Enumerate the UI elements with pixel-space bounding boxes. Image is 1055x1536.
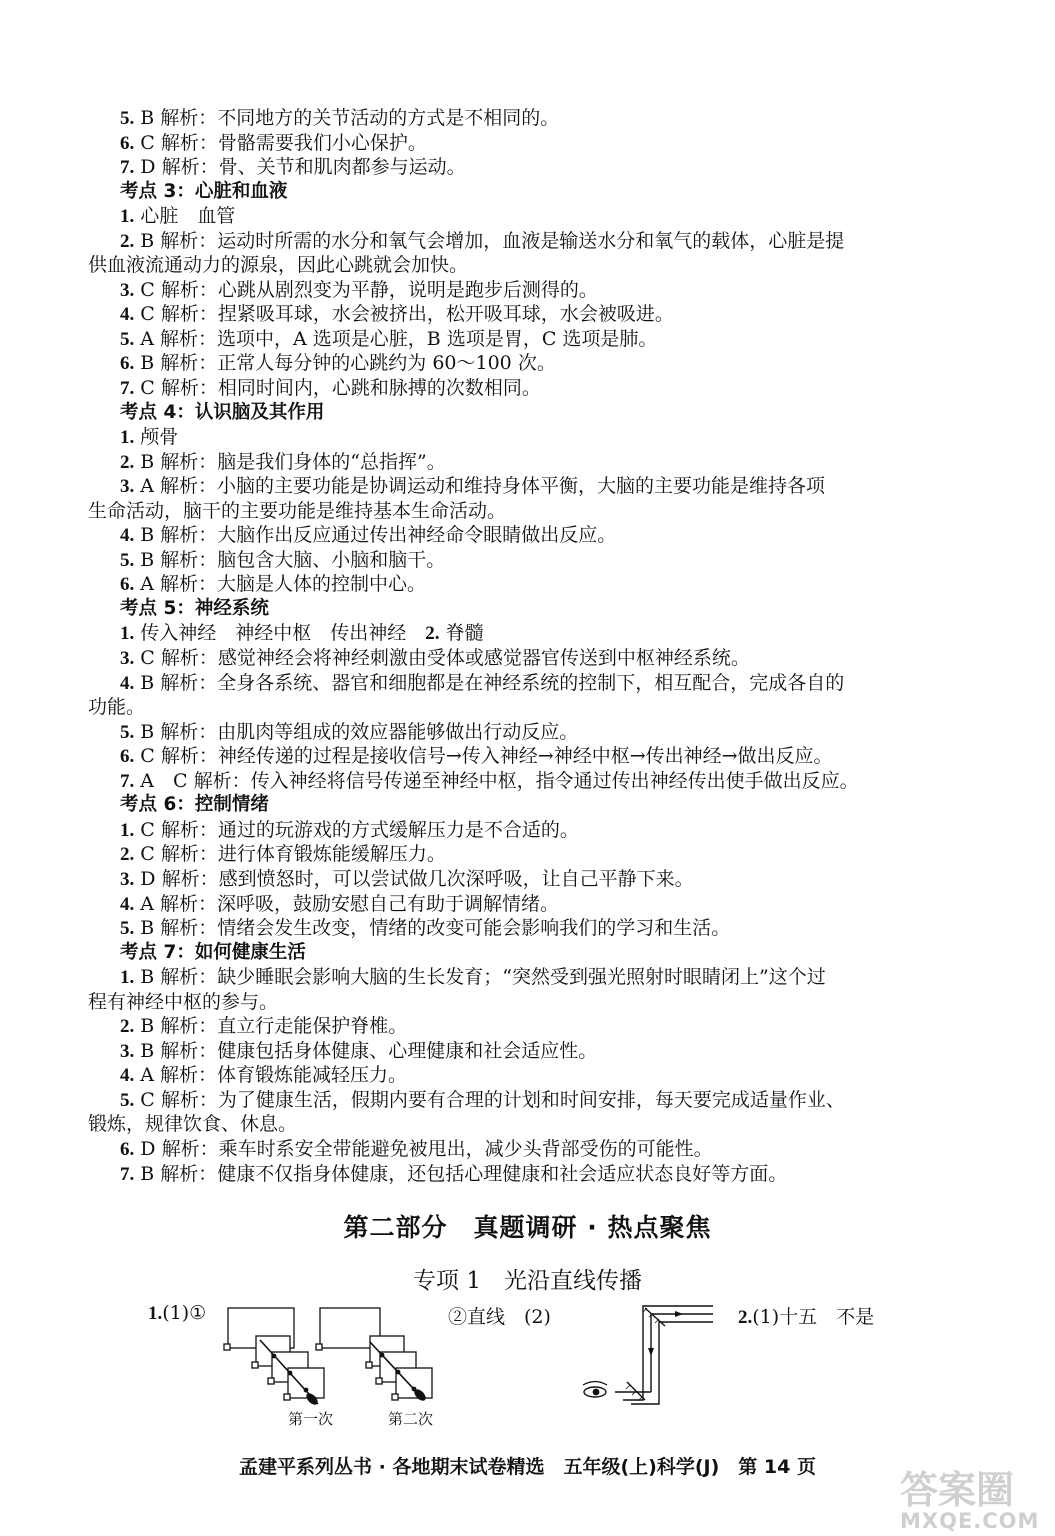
answer-line [88,106,968,131]
answer-number: 5. [120,918,135,940]
question-1-answer: ②直线 (2) [448,1306,551,1328]
answer-line [88,867,968,892]
answer-number: 6. [120,746,135,768]
part-title: 第二部分 真题调研 · 热点聚焦 [343,1213,712,1242]
answer-number: 1. [120,427,135,449]
answer-text: B 解析：正常人每分钟的心跳约为 60～100 次。 [134,352,556,375]
card-experiment-figure [220,1300,440,1410]
answer-text: A 解析：体育锻炼能减轻压力。 [134,1064,408,1087]
answer-text: B 解析：情绪会发生改变，情绪的改变可能会影响我们的学习和生活。 [134,917,731,940]
answer-continuation: 供血液流通动力的源泉，因此心跳就会加快。 [88,254,469,277]
answer-text: 传入神经 神经中枢 传出神经 [134,622,426,645]
answer-number: 4. [120,304,135,326]
answer-line [88,376,968,401]
answer-text: B 解析：不同地方的关节活动的方式是不相同的。 [134,107,560,129]
answer-number: 6. [120,132,135,154]
answer-text: C 解析：为了健康生活，假期内要有合理的计划和时间安排，每天要完成适量作业、 [134,1088,845,1111]
caption-second: 第二次 [388,1410,434,1428]
answer-continuation: 功能。 [88,696,146,719]
answer-number: 1. [120,206,135,228]
answer-line [88,1137,968,1162]
section-heading: 考点 4：认识脑及其作用 [120,401,325,423]
answer-line [88,474,968,499]
answer-number: 7. [120,378,135,400]
answer-text: A 解析：选项中，A 选项是心脏，B 选项是胃，C 选项是肺。 [134,327,658,350]
question-1-number: 1. [148,1303,163,1324]
answer-text: B 解析：由肌肉等组成的效应器能够做出行动反应。 [134,720,579,743]
answer-text: B 解析：大脑作出反应通过传出神经命令眼睛做出反应。 [134,524,617,547]
answer-text: B 解析：健康包括身体健康、心理健康和社会适应性。 [134,1039,598,1062]
answer-number: 5. [120,328,135,350]
answer-number: 4. [120,1065,135,1087]
eye-icon [583,1382,607,1398]
answer-continuation: 程有神经中枢的参与。 [88,990,279,1013]
answer-line [88,450,968,475]
answer-text: 心脏 血管 [134,205,236,228]
page-footer: 孟建平系列丛书 · 各地期末试卷精选 五年级(上)科学(J) 第 14 页 [239,1456,816,1478]
caption-first: 第一次 [288,1410,334,1428]
answer-continuation: 锻炼，规律饮食、休息。 [88,1113,298,1136]
special-title: 专项 1 光沿直线传播 [413,1268,642,1294]
answer-number: 5. [120,1089,135,1111]
answer-content [88,106,968,1186]
answer-text: C 解析：骨骼需要我们小心保护。 [134,131,427,154]
answer-number: 3. [120,476,135,498]
answer-text: D 解析：乘车时系安全带能避免被甩出，减少头背部受伤的可能性。 [134,1137,713,1160]
section-heading: 考点 3：心脏和血液 [120,180,288,202]
answer-text: A C 解析：传入神经将信号传递至神经中枢，指令通过传出神经传出使手做出反应。 [134,769,859,792]
answer-line [88,671,968,696]
answer-line [88,572,968,597]
answer-text: B 解析：脑包含大脑、小脑和脑干。 [134,548,446,571]
answer-number: 1. [120,819,135,841]
answer-number: 1. [120,967,135,989]
answer-line [88,155,968,180]
answer-number: 3. [120,868,135,890]
answer-text: C 解析：神经传递的过程是接收信号→传入神经→神经中枢→传出神经→做出反应。 [134,745,833,768]
answer-line [88,1039,968,1064]
question-1-part: (1)① [162,1302,207,1324]
question-2-number: 2. [738,1307,753,1328]
answer-text: B 解析：脑是我们身体的“总指挥”。 [134,450,446,473]
answer-number: 2. [120,230,135,252]
answer-line [88,302,968,327]
answer-text: B 解析：运动时所需的水分和氧气会增加，血液是输送水分和氧气的载体，心脏是提 [134,229,845,252]
answer-number: 2. [425,623,440,645]
answer-number: 7. [120,157,135,179]
answer-number: 1. [120,623,135,645]
answer-text: 脊髓 [439,622,484,645]
answer-text: B 解析：直立行走能保护脊椎。 [134,1015,408,1038]
answer-line [88,278,968,303]
answer-number: 3. [120,1040,135,1062]
answer-text: C 解析：感觉神经会将神经刺激由受体或感觉器官传送到中枢神经系统。 [134,647,750,670]
answer-number: 4. [120,893,135,915]
answer-number: 7. [120,770,135,792]
answer-number: 3. [120,279,135,301]
answer-line [88,351,968,376]
answer-text: C 解析：心跳从剧烈变为平静，说明是跑步后测得的。 [134,278,598,301]
watermark-logo: 答案圈 MXQE.COM [900,1468,1040,1533]
answer-text: C 解析：相同时间内，心跳和脉搏的次数相同。 [134,377,541,400]
answer-text: D 解析：骨、关节和肌肉都参与运动。 [134,156,466,179]
answer-line [88,1014,968,1039]
answer-line [88,621,968,646]
question-2-label [738,1302,874,1329]
answer-number: 2. [120,1016,135,1038]
answer-number: 5. [120,549,135,571]
section-heading: 考点 5：神经系统 [120,597,269,619]
answer-line [88,548,968,573]
answer-text: A 解析：小脑的主要功能是协调运动和维持身体平衡，大脑的主要功能是维持各项 [134,475,826,498]
answer-number: 6. [120,353,135,375]
answer-line [88,842,968,867]
answer-text: C 解析：进行体育锻炼能缓解压力。 [134,843,446,866]
answer-text: C 解析：捏紧吸耳球，水会被挤出，松开吸耳球，水会被吸进。 [134,303,674,326]
answer-number: 5. [120,108,135,129]
answer-line [88,720,968,745]
periscope-figure [575,1296,720,1416]
answer-line [88,1063,968,1088]
answer-number: 2. [120,844,135,866]
answer-text: 颅骨 [134,426,179,449]
answer-line [88,892,968,917]
question-1-label [148,1302,206,1325]
answer-continuation: 生命活动，脑干的主要功能是维持基本生命活动。 [88,499,507,522]
answer-line [88,646,968,671]
answer-text: D 解析：感到愤怒时，可以尝试做几次深呼吸，让自己平静下来。 [134,867,694,890]
answer-text: B 解析：缺少睡眠会影响大脑的生长发育；“突然受到强光照射时眼睛闭上”这个过 [134,966,826,989]
answer-text: A 解析：深呼吸，鼓励安慰自己有助于调解情绪。 [134,892,560,915]
answer-number: 7. [120,1163,135,1185]
answer-line [88,204,968,229]
answer-line [88,1088,968,1113]
answer-number: 3. [120,648,135,670]
answer-line [88,965,968,990]
answer-text: C 解析：通过的玩游戏的方式缓解压力是不合适的。 [134,818,579,841]
answer-line [88,425,968,450]
answer-number: 2. [120,451,135,473]
answer-number: 6. [120,574,135,596]
section-heading: 考点 7：如何健康生活 [120,941,306,963]
section-heading: 考点 6：控制情绪 [120,794,269,816]
answer-line [88,523,968,548]
answer-line [88,916,968,941]
answer-text: B 解析：健康不仅指身体健康，还包括心理健康和社会适应状态良好等方面。 [134,1162,788,1185]
answer-number: 5. [120,721,135,743]
answer-number: 6. [120,1138,135,1160]
answer-line [88,327,968,352]
answer-line [88,744,968,769]
answer-line [88,131,968,156]
question-2-answer: (1)十五 不是 [752,1306,875,1328]
answer-line [88,769,968,794]
answer-text: A 解析：大脑是人体的控制中心。 [134,573,427,596]
answer-number: 4. [120,672,135,694]
answer-text: B 解析：全身各系统、器官和细胞都是在神经系统的控制下，相互配合，完成各自的 [134,671,845,694]
answer-line [88,229,968,254]
answer-line [88,1162,968,1187]
answer-line [88,818,968,843]
answer-number: 4. [120,525,135,547]
